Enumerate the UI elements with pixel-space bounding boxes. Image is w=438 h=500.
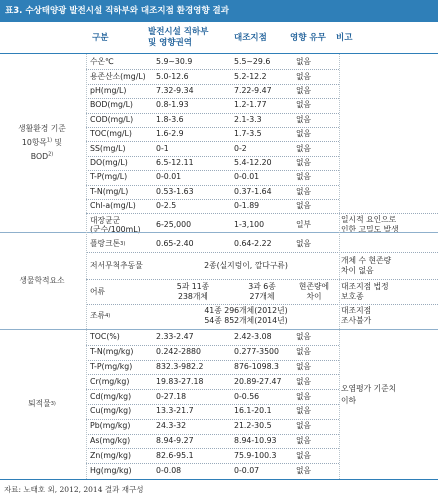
sediment-row-item: Pb(mg/kg) [90, 421, 131, 431]
living-row-control: 0-1.89 [234, 201, 260, 211]
sediment-row-effect: 없음 [296, 435, 312, 445]
living-row-control: 5.4-12.20 [234, 157, 272, 167]
living-row-below: 7.32-9.34 [156, 85, 194, 95]
sediment-row-item: Cr(mg/kg) [90, 376, 130, 386]
living-row-effect: 없음 [296, 201, 312, 211]
fish-below: 5과 11종 238개체 [176, 282, 210, 301]
sediment-row-below: 24.3-32 [156, 421, 187, 431]
living-row-below: 1.6-2.9 [156, 129, 184, 139]
row-divider [86, 185, 339, 186]
sediment-row-below: 0-27.18 [156, 391, 187, 401]
table-title: 표3. 수상태양광 발전시설 직하부와 대조지점 환경영향 결과 [0, 0, 438, 22]
row-divider [86, 69, 339, 70]
fish-control: 3과 6종 27개체 [248, 282, 276, 301]
sediment-row-item: T-P(mg/kg) [90, 361, 133, 371]
category-living-environment [0, 55, 84, 231]
sediment-row-effect: 없음 [296, 391, 312, 401]
living-row-item: pH(mg/L) [90, 85, 127, 95]
header-below: 발전시설 직하부 및 영향권역 [148, 27, 209, 48]
row-divider [86, 389, 339, 390]
living-row-item: SS(mg/L) [90, 143, 126, 153]
plankton-item: 플랑크톤 3) [90, 238, 126, 248]
living-row-item: T-N(mg/L) [90, 186, 129, 196]
row-divider [86, 345, 339, 346]
header-control: 대조지점 [234, 32, 267, 43]
sediment-row-effect: 없음 [296, 376, 312, 386]
sediment-row-effect: 없음 [296, 421, 312, 431]
sediment-row-below: 82.6-95.1 [156, 450, 194, 460]
row-divider [86, 170, 339, 171]
living-row-effect: 없음 [296, 85, 312, 95]
sediment-note: 오염평가 기준치 이하 [341, 384, 397, 405]
living-row-effect: 없음 [296, 114, 312, 124]
sediment-row-below: 0.242-2880 [156, 347, 201, 357]
living-row-control: 0-2 [234, 143, 247, 153]
living-row-item: 수온℃ [90, 57, 114, 67]
fish-effect: 현존량에 차이 [298, 282, 330, 301]
living-row-below: 5.0-12.6 [156, 71, 189, 81]
sediment-row-item: Cu(mg/kg) [90, 406, 132, 416]
living-row-item: BOD(mg/L) [90, 100, 133, 110]
row-divider [86, 434, 339, 435]
category-living-line3: BOD$^{2)}$ [30, 151, 54, 161]
sediment-row-effect: 없음 [296, 347, 312, 357]
sediment-row-effect: 없음 [296, 332, 312, 342]
row-divider [86, 252, 438, 253]
row-divider [86, 448, 339, 449]
living-row-below: 5.9~30.9 [156, 57, 193, 67]
row-divider [86, 404, 339, 405]
sediment-row-below: 0-0.08 [156, 465, 182, 475]
living-row-item: COD(mg/L) [90, 114, 134, 124]
living-row-control: 0.37-1.64 [234, 186, 272, 196]
living-row-below: 0-2.5 [156, 201, 177, 211]
row-divider [86, 463, 339, 464]
sediment-row-below: 2.33-2.47 [156, 332, 194, 342]
living-row-effect: 없음 [296, 172, 312, 182]
sediment-row-below: 19.83-27.18 [156, 376, 204, 386]
row-divider [86, 98, 339, 99]
coliform-effect: 일부 [296, 220, 312, 229]
benthos-value: 2종(실지렁이, 깔다구류) [204, 261, 288, 270]
living-row-effect: 없음 [296, 57, 312, 67]
col-divider [86, 54, 87, 479]
sediment-row-control: 16.1-20.1 [234, 406, 272, 416]
category-biological: 생물학적요소 [19, 276, 65, 285]
sediment-row-control: 0-0.56 [234, 391, 260, 401]
divider-living-bio [0, 232, 438, 233]
living-row-control: 5.2-12.2 [234, 71, 267, 81]
living-row-item: T-P(mg/L) [90, 172, 128, 182]
sediment-row-control: 876-1098.3 [234, 361, 279, 371]
coliform-note: 일시적 요인으로 인한 고밀도 발생 [341, 215, 399, 234]
benthos-note: 개체 수 현존량 차이 없음 [341, 256, 392, 275]
living-row-control: 0-0.01 [234, 172, 260, 182]
sediment-row-control: 20.89-27.47 [234, 376, 282, 386]
source-note: 자료: 노태호 외, 2012, 2014 결과 재구성 [4, 485, 144, 494]
living-row-control: 7.22-9.47 [234, 85, 272, 95]
living-row-control: 1.2-1.77 [234, 100, 267, 110]
benthos-item: 저서무척추동물 [90, 261, 143, 270]
sediment-row-item: TOC(%) [90, 332, 120, 342]
living-row-item: TOC(mg/L) [90, 129, 132, 139]
sediment-row-effect: 없음 [296, 406, 312, 416]
table-header-row [0, 22, 438, 54]
living-row-effect: 없음 [296, 129, 312, 139]
row-divider [86, 199, 339, 200]
plankton-control: 0.64-2.22 [234, 238, 272, 248]
row-divider [86, 84, 339, 85]
sediment-row-effect: 없음 [296, 465, 312, 475]
living-row-below: 1.8-3.6 [156, 114, 184, 124]
sediment-row-item: As(mg/kg) [90, 435, 131, 445]
coliform-below: 6-25,000 [156, 220, 192, 229]
sediment-row-control: 2.42-3.08 [234, 332, 272, 342]
sediment-row-item: T-N(mg/kg) [90, 347, 134, 357]
sediment-row-item: Zn(mg/kg) [90, 450, 132, 460]
coliform-control: 1-3,100 [234, 220, 265, 229]
living-row-item: 용존산소(mg/L) [90, 71, 146, 81]
living-row-effect: 없음 [296, 71, 312, 81]
living-row-control: 1.7-3.5 [234, 129, 262, 139]
row-divider [86, 374, 339, 375]
living-row-below: 0.8-1.93 [156, 100, 189, 110]
sediment-row-control: 0-0.07 [234, 465, 260, 475]
fish-item: 어류 [90, 287, 106, 296]
sediment-row-item: Hg(mg/kg) [90, 465, 132, 475]
sediment-row-item: Cd(mg/kg) [90, 391, 132, 401]
row-divider [86, 304, 438, 305]
birds-note: 대조지점 조사불가 [341, 306, 372, 325]
category-living-line1: 생활환경 기준 [18, 124, 66, 133]
plankton-below: 0.65-2.40 [156, 238, 194, 248]
sediment-row-effect: 없음 [296, 361, 312, 371]
header-category: 구분 [92, 32, 109, 43]
category-living-line2: 10항목$^{1)}$ 및 [21, 137, 63, 147]
col-divider [339, 54, 340, 479]
fish-note: 대조지점 법정 보호종 [341, 282, 389, 301]
living-row-below: 0-0.01 [156, 172, 182, 182]
living-row-effect: 없음 [296, 157, 312, 167]
living-row-effect: 없음 [296, 100, 312, 110]
living-row-effect: 없음 [296, 143, 312, 153]
table-bottom-rule [0, 479, 438, 480]
birds-value: 41종 296개체(2012년) 54종 852개체(2014년) [204, 306, 288, 325]
living-row-item: Chl-a(mg/L) [90, 201, 136, 211]
sediment-row-control: 0.277-3500 [234, 347, 279, 357]
sediment-row-below: 832.3-982.2 [156, 361, 204, 371]
divider-bio-sediment [0, 329, 438, 330]
sediment-row-control: 75.9-100.3 [234, 450, 277, 460]
row-divider [86, 419, 339, 420]
living-row-below: 0-1 [156, 143, 169, 153]
row-divider [86, 279, 438, 280]
row-divider [86, 141, 339, 142]
row-divider [86, 127, 339, 128]
category-sediment: 퇴적물 3) [28, 399, 56, 408]
living-row-below: 6.5-12.11 [156, 157, 194, 167]
sediment-row-control: 21.2-30.5 [234, 421, 272, 431]
header-note: 비고 [336, 32, 353, 43]
row-divider [86, 156, 339, 157]
living-row-effect: 없음 [296, 186, 312, 196]
living-row-item: DO(mg/L) [90, 157, 128, 167]
living-row-control: 2.1-3.3 [234, 114, 262, 124]
living-row-below: 0.53-1.63 [156, 186, 194, 196]
row-divider [86, 360, 339, 361]
sediment-row-below: 8.94-9.27 [156, 435, 194, 445]
sediment-row-effect: 없음 [296, 450, 312, 460]
birds-item: 조류 4) [90, 311, 111, 320]
plankton-effect: 없음 [296, 238, 312, 248]
sediment-row-below: 13.3-21.7 [156, 406, 194, 416]
living-row-control: 5.5~29.6 [234, 57, 271, 67]
row-divider [86, 113, 339, 114]
header-effect: 영향 유무 [290, 32, 326, 43]
coliform-item: 대장균군 (군수/100mL) [90, 216, 141, 234]
sediment-row-control: 8.94-10.93 [234, 435, 277, 445]
row-divider [86, 213, 438, 214]
